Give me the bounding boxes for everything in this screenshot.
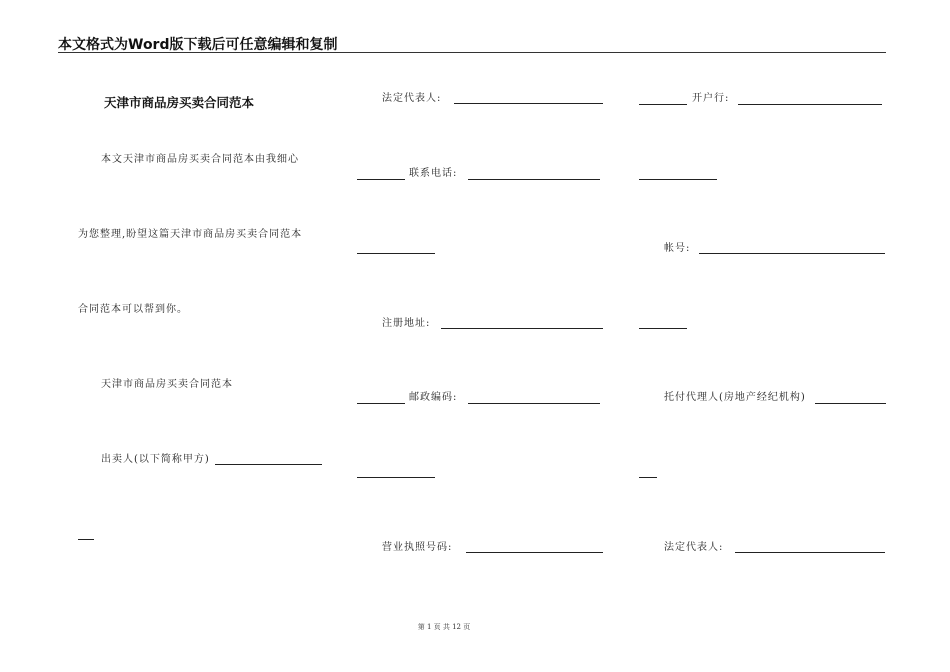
account-blank <box>699 253 885 254</box>
phone-lead-blank <box>357 179 405 180</box>
document-title: 天津市商品房买卖合同范本 <box>104 95 255 110</box>
seller-license-label: 营业执照号码: <box>382 542 453 553</box>
seller-name-blank-continued <box>78 539 94 540</box>
seller-address-label: 注册地址: <box>382 318 431 329</box>
seller-legal-rep-blank <box>454 103 603 104</box>
seller-phone-label: 联系电话: <box>409 168 458 179</box>
intro-line-2: 为您整理,盼望这篇天津市商品房买卖合同范本 <box>78 229 303 240</box>
bank-blank <box>738 104 882 105</box>
agent-continuation-blank <box>639 477 657 478</box>
header-divider <box>58 52 886 53</box>
seller-postcode-blank <box>468 403 600 404</box>
account-continuation-blank <box>639 328 687 329</box>
seller-postcode-label: 邮政编码: <box>409 392 458 403</box>
seller-label: 出卖人(以下简称甲方) <box>101 454 210 465</box>
bank-lead-blank <box>639 104 687 105</box>
agent-legal-rep-blank <box>735 552 885 553</box>
seller-legal-rep-label: 法定代表人: <box>382 93 442 104</box>
postcode-continuation-blank <box>357 477 435 478</box>
agent-legal-rep-label: 法定代表人: <box>664 542 724 553</box>
bank-label: 开户行: <box>692 93 730 104</box>
intro-line-3: 合同范本可以帮到你。 <box>78 304 188 315</box>
header-banner: 本文格式为Word版下载后可任意编辑和复制 <box>58 37 338 53</box>
phone-continuation-blank <box>357 253 435 254</box>
agent-blank <box>815 403 886 404</box>
seller-address-blank <box>441 328 603 329</box>
seller-name-blank <box>215 464 322 465</box>
page-number: 第 1 页 共 12 页 <box>417 623 471 631</box>
account-label: 帐号: <box>664 243 691 254</box>
intro-line-1: 本文天津市商品房买卖合同范本由我细心 <box>101 154 299 165</box>
seller-phone-blank <box>468 179 600 180</box>
postcode-lead-blank <box>357 403 405 404</box>
bank-continuation-blank <box>639 179 717 180</box>
agent-label: 托付代理人(房地产经纪机构) <box>664 392 806 403</box>
contract-subtitle: 天津市商品房买卖合同范本 <box>101 379 233 390</box>
seller-license-blank <box>466 552 603 553</box>
